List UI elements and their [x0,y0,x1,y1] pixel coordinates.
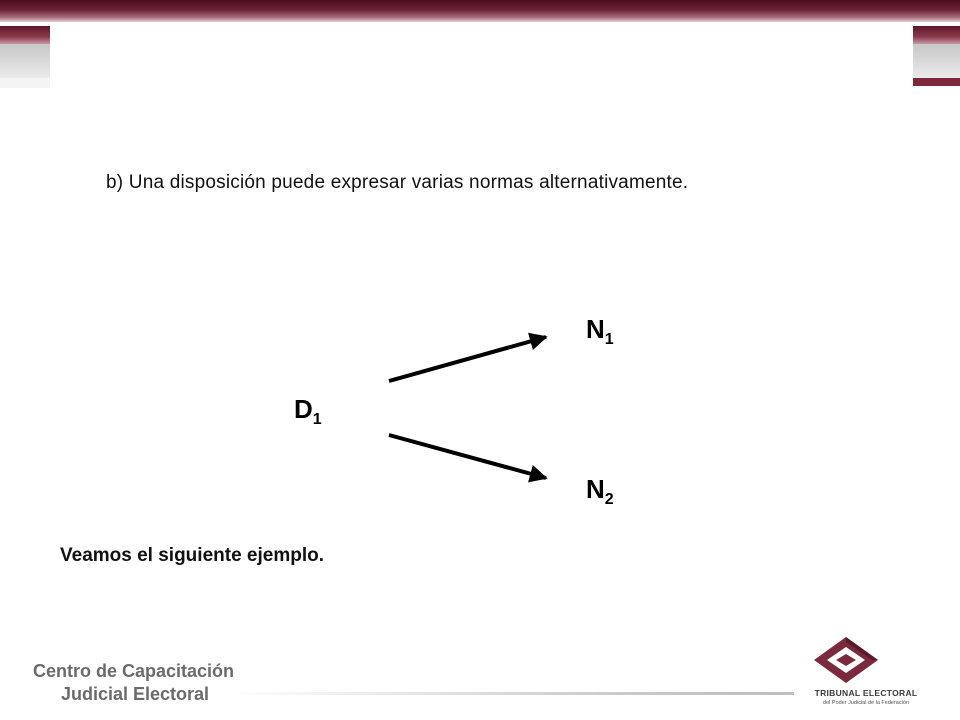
node-n2-letter: N [586,474,605,504]
node-d1-index: 1 [312,411,322,428]
node-d1-letter: D [294,394,313,424]
node-n2-index: 2 [604,491,614,508]
statement-text: b) Una disposición puede expresar varias normas alternativamente. [106,172,689,193]
footer-divider [228,692,794,695]
arrow-to-n1 [389,337,546,381]
logo-name: TRIBUNAL ELECTORAL [814,688,918,698]
footer-org-line1: Centro de Capacitación [33,661,235,681]
node-n1-index: 1 [604,331,614,348]
node-n1 [586,314,614,349]
footer-org-line2: Judicial Electoral [61,684,210,704]
footer-org-name [33,660,234,706]
node-n1-letter: N [586,314,605,344]
node-d1 [294,394,322,429]
arrow-to-n2 [389,435,546,478]
tribunal-emblem-icon [800,636,932,688]
example-text: Veamos el siguiente ejemplo. [60,545,324,566]
node-n2 [586,474,614,509]
logo-subtitle: del Poder Judicial de la Federación [823,700,909,706]
tribunal-logo [800,636,932,712]
